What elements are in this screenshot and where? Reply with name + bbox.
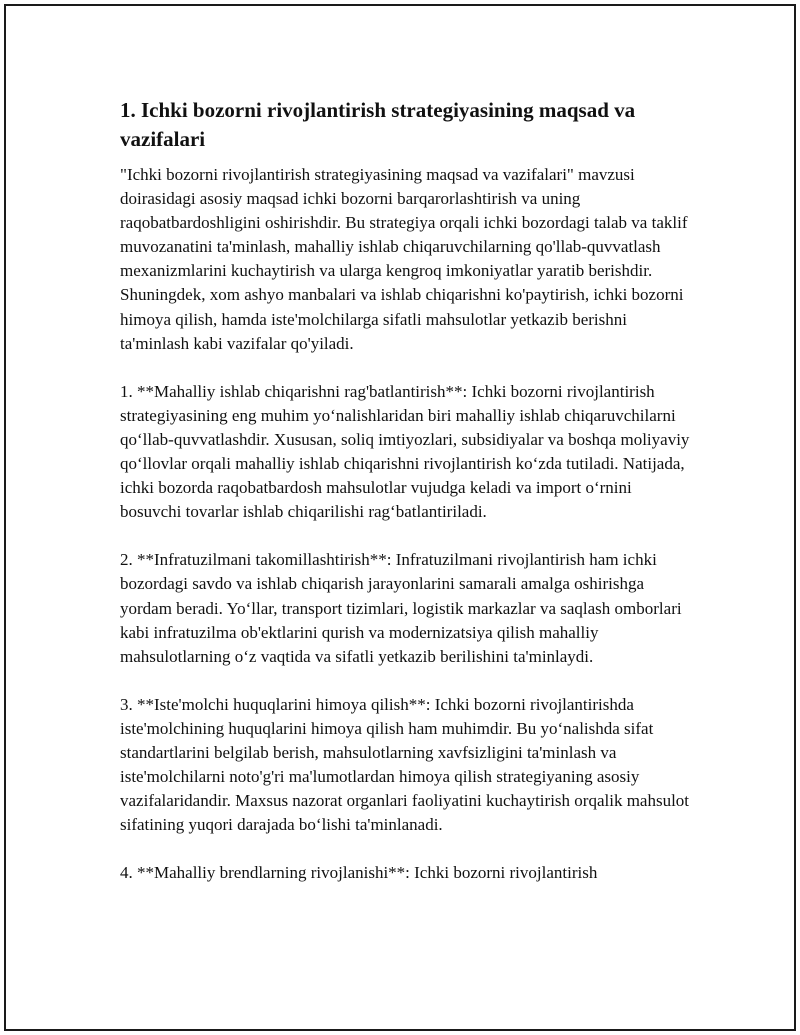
paragraph-local-brands: 4. **Mahalliy brendlarning rivojlanishi**: Ichki bozorni rivojlantirish [120, 863, 598, 883]
paragraph-local-production: 1. **Mahalliy ishlab chiqarishni rag'batlantirish**: Ichki bozorni rivojlantirish strategiyasining eng muhim yo‘nalishlaridan biri mahalliy ishlab chiqaruvchilarni qo‘llab-quvvatlashdir. Xususan, soliq imtiyozlari, subsidiyalar va boshqa moliyaviy qo‘llovlar orqali mahalliy ishlab chiqarishni rivojlantirish ko‘zda tutiladi. Natijada, ichki bozorda raqobatbardosh mahsulotlar vujudga keladi va import o‘rnini bosuvchi tovarlar ishlab chiqarilishi rag‘batlantiriladi. [120, 381, 690, 522]
document-page [4, 4, 796, 1031]
document-body [120, 96, 690, 885]
paragraph-consumer-rights: 3. **Iste'molchi huquqlarini himoya qilish**: Ichki bozorni rivojlantirishda iste'molchining huquqlarini himoya qilish ham muhimdir. Bu yo‘nalishda sifat standartlarini belgilab berish, mahsulotlarning xavfsizligini ta'minlash va iste'molchilarni noto'g'ri ma'lumotlardan himoya qilish strategiyaning asosiy vazifalaridandir. Maxsus nazorat organlari faoliyatini kuchaytirish orqalik mahsulot sifatining yuqori darajada bo‘lishi ta'minlanadi. [120, 694, 690, 835]
paragraph-intro: "Ichki bozorni rivojlantirish strategiyasining maqsad va vazifalari" mavzusi doirasidagi asosiy maqsad ichki bozorni barqarorlashtirish va uning raqobatbardoshligini oshirishdir. Bu strategiya orqali ichki bozordagi talab va taklif muvozanatini ta'minlash, mahalliy ishlab chiqaruvchilarning qo'llab-quvvatlash mexanizmlarini kuchaytirish va ularga kengroq imkoniyatlar yaratib berishdir. Shuningdek, xom ashyo manbalari va ishlab chiqarishni ko'paytirish, ichki bozorni himoya qilish, hamda iste'molchilarga sifatli mahsulotlar yetkazib berishni ta'minlash kabi vazifalar qo'yiladi. [120, 165, 688, 353]
paragraph-infrastructure: 2. **Infratuzilmani takomillashtirish**: Infratuzilmani rivojlantirish ham ichki bozordagi savdo va ishlab chiqarish jarayonlarini samarali amalga oshirishga yordam beradi. Yo‘llar, transport tizimlari, logistik markazlar va saqlash omborlari kabi infratuzilma ob'ektlarini qurish va modernizatsiya qilish mahalliy mahsulotlarning o‘z vaqtida va sifatli yetkazib berilishini ta'minlaydi. [120, 550, 682, 666]
document-title: 1. Ichki bozorni rivojlantirish strategiyasining maqsad va vazifalari [120, 98, 636, 151]
